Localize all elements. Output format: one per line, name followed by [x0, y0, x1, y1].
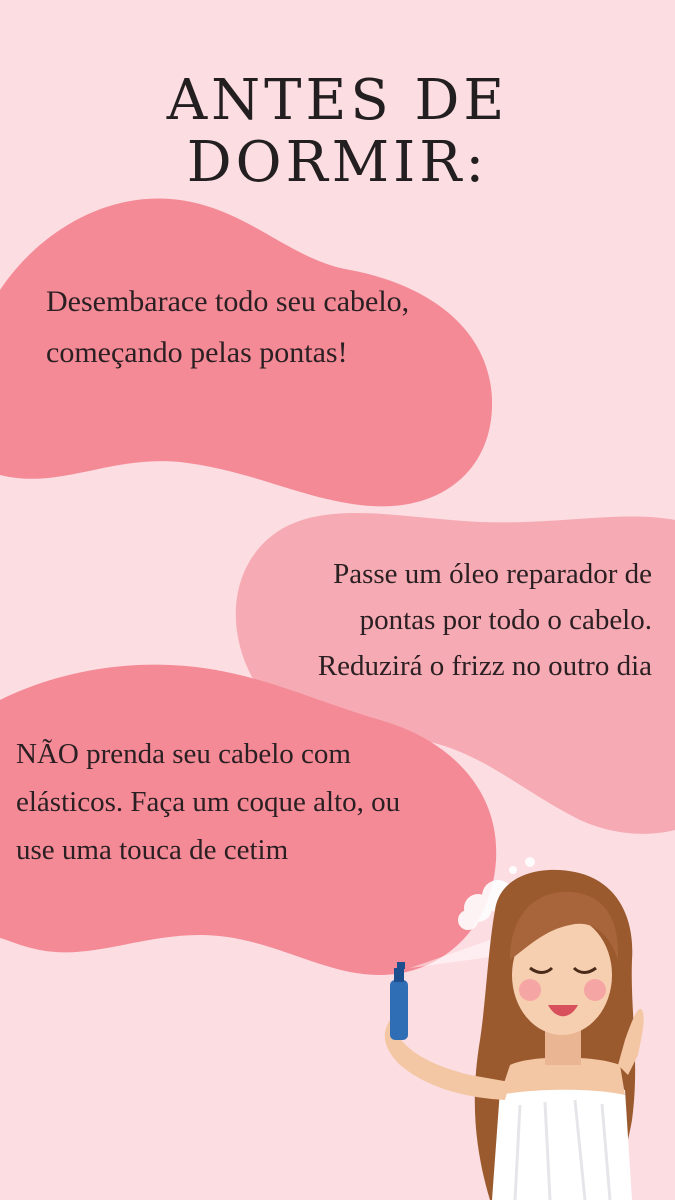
title-line-1: ANTES DE	[166, 68, 509, 133]
towel-dress	[492, 1083, 632, 1200]
page-title	[0, 70, 675, 194]
tip-no-elastics: NÃO prenda seu cabelo com elásticos. Faça um coque alto, ou use uma touca de cetim	[16, 738, 401, 866]
tip-detangle: Desembarace todo seu cabelo, começando pelas pontas!	[46, 285, 410, 369]
tip-oil: Passe um óleo reparador de pontas por todo o cabelo. Reduzirá o frizz no outro dia	[317, 558, 652, 682]
spray-bottle	[390, 962, 408, 1040]
woman-spraying-hair-illustration	[370, 850, 675, 1200]
title-line-2: DORMIR:	[186, 130, 489, 195]
